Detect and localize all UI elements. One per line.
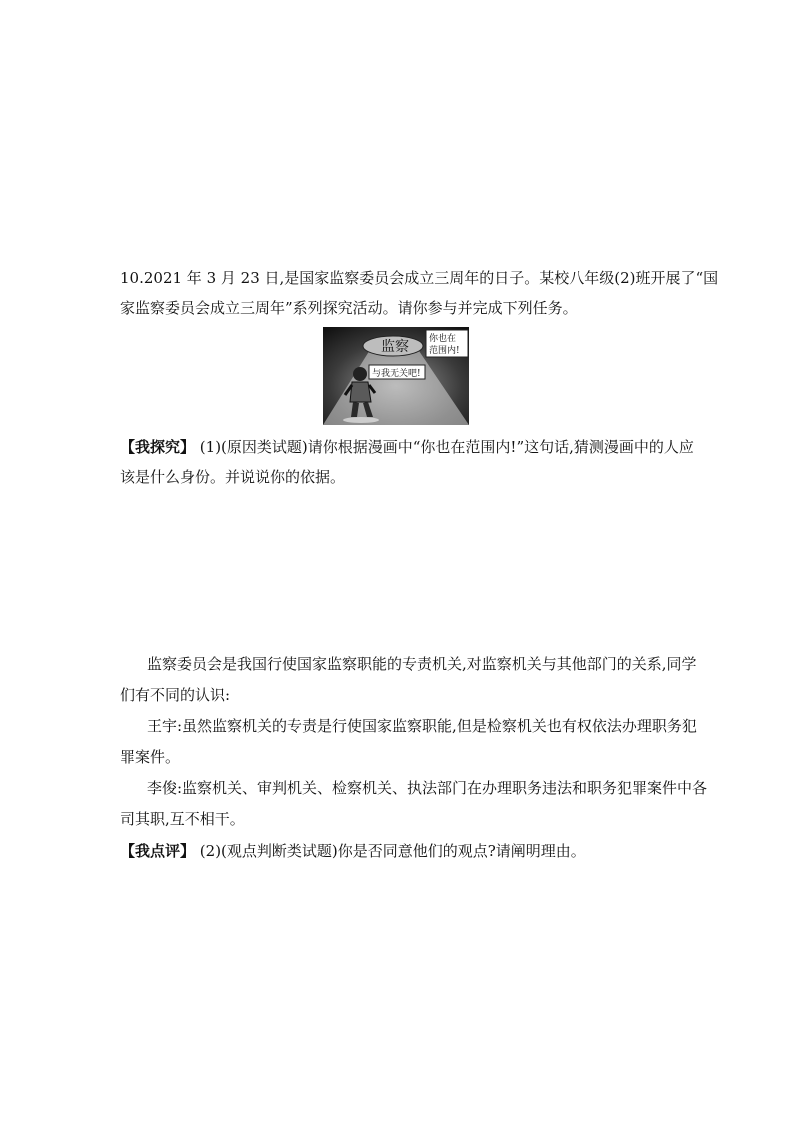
cartoon-image <box>323 327 469 425</box>
task2-tag: 【我点评】 <box>120 842 196 860</box>
task1-text-1: (1)(原因类试题)请你根据漫画中“你也在范围内!”这句话,猜测漫画中的人应 <box>199 438 694 456</box>
question-line-2: 家监察委员会成立三周年”系列探究活动。请你参与并完成下列任务。 <box>120 299 578 317</box>
task1-tag: 【我探究】 <box>120 438 196 456</box>
material-para2-line-2: 罪案件。 <box>120 748 181 766</box>
bubble-person-text: 与我无关吧! <box>372 369 421 379</box>
material-para3-line-2: 司其职,互不相干。 <box>120 810 245 828</box>
task1-line-2: 该是什么身份。并说说你的依据。 <box>120 468 346 486</box>
material-para1-line-2: 们有不同的认识: <box>120 686 231 704</box>
material-para3-line-1: 李俊:监察机关、审判机关、检察机关、执法部门在办理职务违法和职务犯罪案件中各 <box>147 779 708 797</box>
bubble-top-line-2: 范围内! <box>429 346 460 356</box>
question-line-1: 10.2021 年 3 月 23 日,是国家监察委员会成立三周年的日子。某校八年级(2)班开展了“国 <box>120 269 719 287</box>
task2-line <box>120 841 586 861</box>
material-para2-line-1: 王宇:虽然监察机关的专责是行使国家监察职能,但是检察机关也有权依法办理职务犯 <box>147 717 697 735</box>
material-para1-line-1: 监察委员会是我国行使国家监察职能的专责机关,对监察机关与其他部门的关系,同学 <box>147 655 697 673</box>
sign-text: 监察 <box>381 339 409 355</box>
task2-text: (2)(观点判断类试题)你是否同意他们的观点?请阐明理由。 <box>199 842 586 860</box>
task1-line-1 <box>120 437 694 457</box>
bubble-top-line-1: 你也在 <box>429 334 457 344</box>
